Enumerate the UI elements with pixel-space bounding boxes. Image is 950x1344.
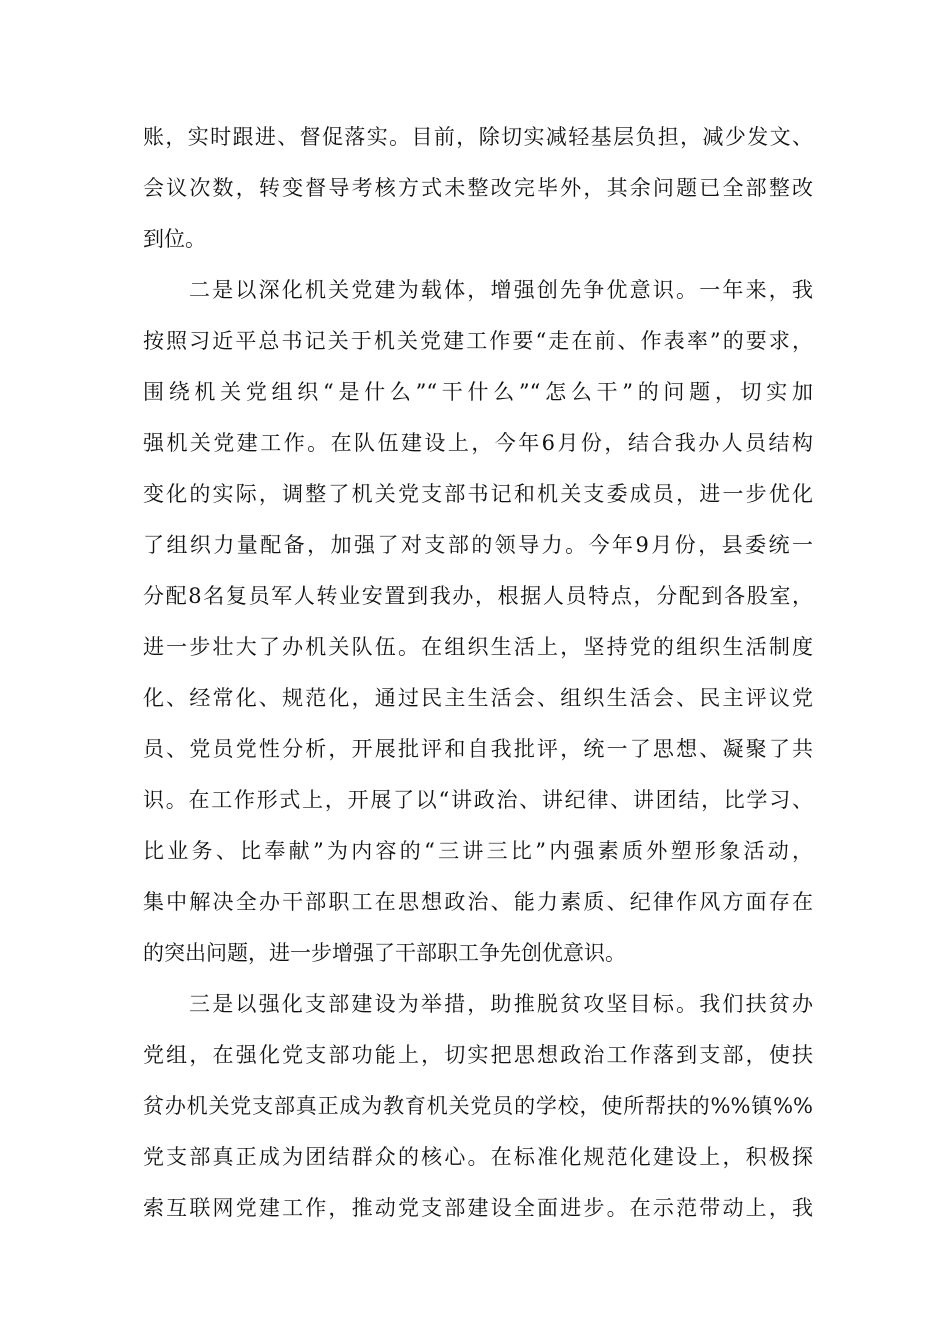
paragraph-start-line: 二是以深化机关党建为载体，增强创先争优意识。一年来，我 xyxy=(189,278,813,302)
text-line: 员、党员党性分析，开展批评和自我批评，统一了思想、凝聚了共 xyxy=(143,737,813,761)
text-line: 的突出问题，进一步增强了干部职工争先创优意识。 xyxy=(143,941,626,965)
text-line: 强机关党建工作。在队伍建设上，今年6月份，结合我办人员结构 xyxy=(143,431,813,455)
text-line: 索互联网党建工作，推动党支部建设全面进步。在示范带动上，我 xyxy=(143,1196,813,1220)
text-line: 集中解决全办干部职工在思想政治、能力素质、纪律作风方面存在 xyxy=(143,890,813,914)
text-line: 按照习近平总书记关于机关党建工作要“走在前、作表率”的要求， xyxy=(143,329,813,353)
text-line: 贫办机关党支部真正成为教育机关党员的学校，使所帮扶的%%镇%% xyxy=(143,1094,813,1118)
text-line: 识。在工作形式上，开展了以“讲政治、讲纪律、讲团结，比学习、 xyxy=(143,788,813,812)
paragraph-start-line: 三是以强化支部建设为举措，助推脱贫攻坚目标。我们扶贫办 xyxy=(189,992,813,1016)
text-line: 进一步壮大了办机关队伍。在组织生活上，坚持党的组织生活制度 xyxy=(143,635,813,659)
text-line: 到位。 xyxy=(143,227,206,251)
text-line: 会议次数，转变督导考核方式未整改完毕外，其余问题已全部整改 xyxy=(143,176,813,200)
text-line: 围绕机关党组织“是什么”“干什么”“怎么干”的问题，切实加 xyxy=(143,380,813,404)
text-line: 比业务、比奉献”为内容的“三讲三比”内强素质外塑形象活动， xyxy=(143,839,813,863)
text-line: 党组，在强化党支部功能上，切实把思想政治工作落到支部，使扶 xyxy=(143,1043,813,1067)
text-line: 化、经常化、规范化，通过民主生活会、组织生活会、民主评议党 xyxy=(143,686,813,710)
text-line: 账，实时跟进、督促落实。目前，除切实减轻基层负担，减少发文、 xyxy=(143,125,813,149)
text-line: 分配8名复员军人转业安置到我办，根据人员特点，分配到各股室， xyxy=(143,584,813,608)
text-line: 了组织力量配备，加强了对支部的领导力。今年9月份，县委统一 xyxy=(143,533,813,557)
text-line: 变化的实际，调整了机关党支部书记和机关支委成员，进一步优化 xyxy=(143,482,813,506)
text-line: 党支部真正成为团结群众的核心。在标准化规范化建设上，积极探 xyxy=(143,1145,813,1169)
body-text xyxy=(143,112,813,1234)
